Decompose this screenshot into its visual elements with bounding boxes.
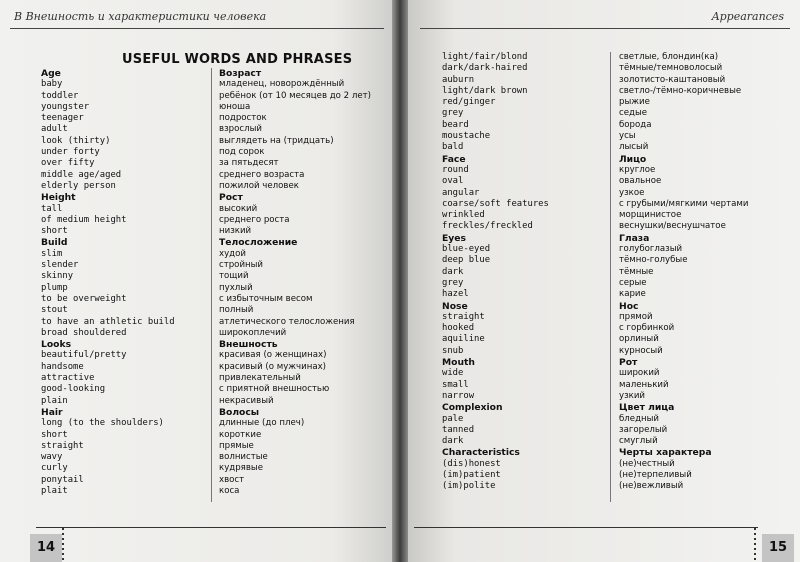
page-number-right: 15 [762, 534, 794, 562]
vocab-entry: elderly person [41, 180, 116, 191]
vocab-entry: высокий [219, 203, 258, 214]
section-heading: USEFUL WORDS AND PHRASES [122, 52, 353, 67]
vocab-entry: юноша [219, 101, 251, 112]
vocab-entry: светлые, блондин(ка) [619, 52, 719, 62]
vocab-entry: to have an athletic build [41, 316, 175, 327]
vocab-entry: курносый [619, 345, 663, 356]
vocab-entry: light/fair/blond [442, 52, 528, 62]
vocab-entry: некрасивый [219, 395, 274, 406]
vocab-entry: slim [41, 248, 63, 259]
vocab-entry: grey [442, 277, 464, 288]
vocab-entry: длинные (до плеч) [219, 418, 305, 429]
vocab-entry: of medium height [41, 214, 127, 225]
running-head-right: Appearances [711, 10, 784, 23]
vocab-entry: red/ginger [442, 97, 496, 108]
vocab-entry: подросток [219, 113, 267, 124]
vocab-entry: tanned [442, 424, 475, 435]
category-heading: Eyes [442, 232, 466, 244]
vocab-entry: седые [619, 108, 648, 119]
vocab-entry: beautiful/pretty [41, 350, 127, 361]
vocab-entry: bald [442, 142, 464, 153]
book-gutter [392, 0, 408, 562]
vocab-entry: dark/dark-haired [442, 63, 528, 74]
vocab-entry: веснушки/веснушчатое [619, 221, 726, 232]
vocab-entry: бледный [619, 413, 660, 424]
vocab-entry: тёмные [619, 266, 654, 277]
vocab-entry: борода [619, 119, 652, 130]
vocab-entry: attractive [41, 373, 95, 384]
vocab-entry: тощий [219, 271, 249, 282]
vocab-entry: look (thirty) [41, 135, 111, 146]
vocab-entry: морщинистое [619, 210, 682, 221]
vocab-entry: овальное [619, 176, 662, 187]
vocab-entry: hooked [442, 323, 475, 334]
category-heading: Черты характера [619, 447, 712, 459]
category-heading: Complexion [442, 402, 503, 414]
vocab-entry: с грубыми/мягкими чертами [619, 198, 749, 209]
right-column-divider [610, 52, 611, 502]
vocab-entry: светло-/тёмно-коричневые [619, 85, 742, 96]
right-english-column [442, 52, 549, 493]
footer-rule-left [36, 527, 386, 528]
vocab-entry: загорелый [619, 424, 668, 435]
vocab-entry: полный [219, 305, 254, 316]
vocab-entry: узкое [619, 187, 645, 198]
vocab-entry: карие [619, 289, 646, 300]
footer-dots-right [754, 528, 756, 562]
vocab-entry: прямой [619, 311, 653, 322]
vocab-entry: под сорок [219, 147, 265, 158]
category-heading: Телосложение [219, 237, 298, 249]
left-column-divider [211, 68, 212, 502]
vocab-entry: light/dark brown [442, 85, 528, 96]
vocab-entry: good-looking [41, 384, 106, 395]
vocab-entry: пухлый [219, 282, 253, 293]
vocab-entry: хвост [219, 474, 245, 485]
category-heading: Height [41, 192, 76, 204]
vocab-entry: short [41, 226, 68, 237]
category-heading: Build [41, 237, 68, 249]
vocab-entry: с приятной внешностью [219, 384, 330, 395]
vocab-entry: stout [41, 305, 68, 316]
vocab-entry: с избыточным весом [219, 293, 313, 304]
category-heading: Цвет лица [619, 402, 675, 414]
vocab-entry: hazel [442, 289, 469, 300]
vocab-entry: взрослый [219, 124, 262, 135]
vocab-entry: стройный [219, 260, 264, 271]
vocab-entry: (не)честный [619, 458, 675, 469]
vocab-entry: широкий [619, 368, 660, 379]
category-heading: Лицо [619, 153, 647, 165]
vocab-entry: pale [442, 413, 464, 424]
vocab-entry: to be overweight [41, 293, 127, 304]
header-rule-left [10, 28, 384, 29]
header-rule-right [420, 28, 790, 29]
footer-dots-left [62, 528, 64, 562]
vocab-entry: серые [619, 277, 647, 288]
vocab-entry: plait [41, 485, 68, 496]
category-heading: Characteristics [442, 447, 520, 459]
vocab-entry: маленький [619, 379, 669, 390]
category-heading: Age [41, 68, 61, 79]
left-english-column [41, 68, 175, 497]
vocab-entry: broad shouldered [41, 327, 127, 338]
vocab-entry: усы [619, 131, 636, 142]
vocab-entry: (dis)honest [442, 458, 501, 469]
vocab-entry: middle age/aged [41, 169, 122, 180]
vocab-entry: рыжие [619, 97, 650, 108]
vocab-entry: младенец, новорождённый [219, 79, 345, 90]
vocab-entry: straight [41, 440, 84, 451]
vocab-entry: узкий [619, 390, 646, 401]
vocab-entry: с горбинкой [619, 323, 675, 334]
vocab-entry: slender [41, 260, 79, 271]
vocab-entry: wrinkled [442, 210, 485, 221]
vocab-entry: grey [442, 108, 464, 119]
vocab-entry: plain [41, 395, 68, 406]
vocab-entry: skinny [41, 271, 74, 282]
category-heading: Hair [41, 406, 63, 418]
running-head-left: В Внешность и характеристики человека [14, 10, 267, 23]
vocab-entry: wide [442, 368, 464, 379]
vocab-entry: орлиный [619, 334, 659, 345]
category-heading: Внешность [219, 339, 278, 351]
vocab-entry: coarse/soft features [442, 198, 549, 209]
vocab-entry: (im)polite [442, 481, 496, 492]
category-heading: Возраст [219, 68, 262, 79]
category-heading: Mouth [442, 357, 475, 369]
vocab-entry: moustache [442, 131, 491, 142]
vocab-entry: за пятьдесят [219, 158, 279, 169]
left-russian-column [219, 68, 371, 497]
vocab-entry: oval [442, 176, 464, 187]
vocab-entry: коса [219, 485, 240, 496]
category-heading: Волосы [219, 406, 260, 418]
vocab-entry: короткие [219, 429, 262, 440]
vocab-entry: handsome [41, 361, 84, 372]
category-heading: Рот [619, 357, 638, 369]
category-heading: Looks [41, 339, 72, 351]
vocab-entry: short [41, 429, 68, 440]
vocab-entry: широкоплечий [219, 327, 287, 338]
vocab-entry: прямые [219, 440, 254, 451]
vocab-entry: ребёнок (от 10 месяцев до 2 лет) [219, 90, 372, 101]
vocab-entry: tall [41, 203, 63, 214]
category-heading: Рост [219, 192, 243, 204]
vocab-entry: низкий [219, 226, 252, 237]
page-number-left: 14 [30, 534, 62, 562]
vocab-entry: dark [442, 436, 464, 447]
vocab-entry: teenager [41, 113, 84, 124]
vocab-entry: смуглый [619, 436, 658, 447]
vocab-entry: wavy [41, 452, 63, 463]
vocab-entry: ponytail [41, 474, 84, 485]
category-heading: Nose [442, 300, 468, 312]
vocab-entry: toddler [41, 90, 79, 101]
category-heading: Нос [619, 300, 639, 312]
vocab-entry: среднего возраста [219, 169, 305, 180]
category-heading: Глаза [619, 232, 650, 244]
vocab-entry: выглядеть на (тридцать) [219, 135, 334, 146]
vocab-entry: blue-eyed [442, 244, 491, 255]
vocab-entry: пожилой человек [219, 180, 299, 191]
footer-rule-right [414, 527, 758, 528]
vocab-entry: среднего роста [219, 214, 290, 225]
vocab-entry: plump [41, 282, 68, 293]
vocab-entry: narrow [442, 390, 475, 401]
vocab-entry: youngster [41, 101, 90, 112]
vocab-entry: тёмные/темноволосый [619, 63, 723, 74]
vocab-entry: dark [442, 266, 464, 277]
right-page [408, 0, 800, 562]
vocab-entry: angular [442, 187, 480, 198]
vocab-entry: freckles/freckled [442, 221, 533, 232]
vocab-entry: красивый (о мужчинах) [219, 361, 327, 372]
vocab-entry: beard [442, 119, 469, 130]
vocab-entry: round [442, 164, 469, 175]
vocab-entry: small [442, 379, 469, 390]
vocab-entry: красивая (о женщинах) [219, 350, 327, 361]
vocab-entry: голубоглазый [619, 244, 683, 255]
vocab-entry: snub [442, 345, 464, 356]
vocab-entry: deep blue [442, 255, 491, 266]
vocab-entry: привлекательный [219, 373, 301, 384]
right-russian-column [619, 52, 748, 493]
vocab-entry: кудрявые [219, 463, 263, 474]
vocab-entry: adult [41, 124, 68, 135]
vocab-entry: baby [41, 79, 63, 90]
vocab-entry: (не)вежливый [619, 481, 684, 492]
vocab-entry: long (to the shoulders) [41, 418, 164, 429]
vocab-entry: атлетического телосложения [219, 316, 355, 327]
vocab-entry: curly [41, 463, 68, 474]
vocab-entry: волнистые [219, 452, 268, 463]
left-page [0, 0, 392, 562]
vocab-entry: золотисто-каштановый [619, 74, 726, 85]
vocab-entry: auburn [442, 74, 475, 85]
vocab-entry: худой [219, 248, 246, 259]
category-heading: Face [442, 153, 466, 165]
vocab-entry: тёмно-голубые [619, 255, 688, 266]
vocab-entry: (не)терпеливый [619, 469, 692, 480]
vocab-entry: straight [442, 311, 485, 322]
vocab-entry: under forty [41, 147, 100, 158]
vocab-entry: лысый [619, 142, 649, 153]
vocab-entry: over fifty [41, 158, 95, 169]
vocab-entry: круглое [619, 164, 656, 175]
vocab-entry: (im)patient [442, 469, 501, 480]
vocab-entry: aquiline [442, 334, 485, 345]
